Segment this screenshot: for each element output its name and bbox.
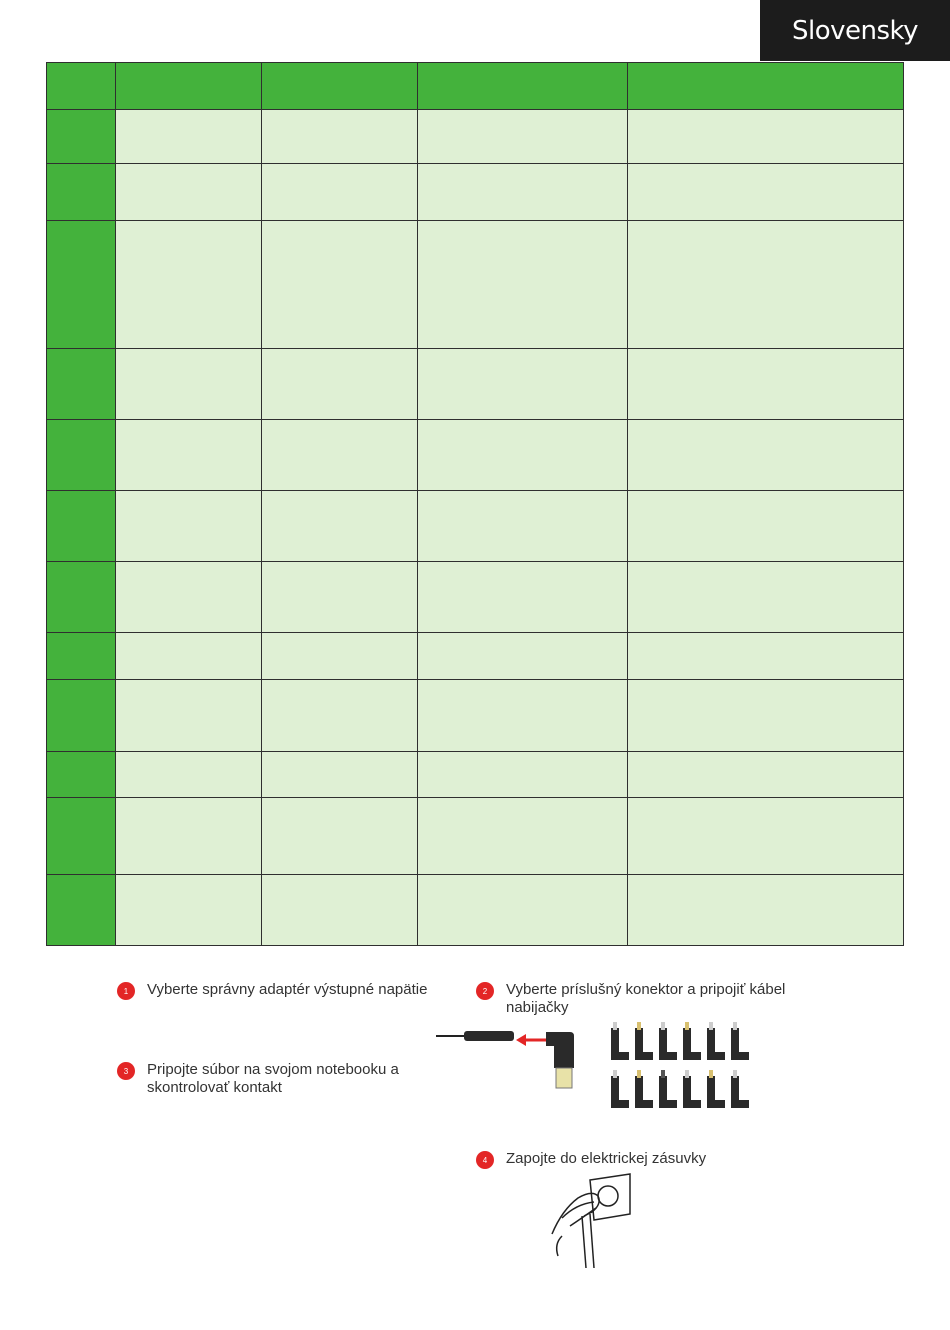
specification-table [46,62,904,946]
step-4 [476,1150,776,1169]
table-cell [47,680,116,752]
table-row [47,680,904,752]
table-row [47,798,904,875]
table-cell [116,349,262,420]
table-cell [116,221,262,349]
table-cell [418,798,628,875]
step-3 [117,1061,417,1097]
table-cell [47,420,116,491]
table-cell [628,633,904,680]
table-row [47,110,904,164]
step-text: Zapojte do elektrickej zásuvky [506,1150,707,1167]
table-cell [418,752,628,798]
table-cell [47,562,116,633]
table-cell [116,752,262,798]
table-cell [418,110,628,164]
table-row [47,221,904,349]
table-cell [628,752,904,798]
table-cell [47,349,116,420]
step-text: Vyberte príslušný konektor a pripojiť kábel nabijačky [506,981,786,1016]
table-cell [116,420,262,491]
table-row [47,420,904,491]
table-cell [628,420,904,491]
language-tab: Slovensky [760,0,950,61]
step-number-badge: 3 [117,1062,135,1080]
table-cell [47,110,116,164]
table-cell [628,875,904,946]
table-row [47,349,904,420]
connector-tips-icon [607,1020,757,1110]
table-row [47,164,904,221]
table-row [47,875,904,946]
table-cell [47,63,116,110]
table-cell [628,63,904,110]
table-cell [418,491,628,562]
table-cell [47,221,116,349]
cable-adapter-icon [434,1022,584,1094]
table-cell [262,875,418,946]
step-text: Pripojte súbor na svojom notebooku a skontrolovať kontakt [147,1061,399,1096]
table-cell [418,562,628,633]
table-cell [628,164,904,221]
table-cell [418,420,628,491]
table-cell [418,633,628,680]
table-cell [262,798,418,875]
table-cell [628,110,904,164]
table-cell [262,562,418,633]
table-cell [418,164,628,221]
table-cell [116,875,262,946]
table-cell [116,798,262,875]
step-1 [117,981,447,1000]
table-cell [47,164,116,221]
table-cell [116,562,262,633]
table-cell [418,680,628,752]
table-cell [262,752,418,798]
table-cell [262,420,418,491]
table-cell [47,875,116,946]
table-cell [262,680,418,752]
table-cell [262,110,418,164]
table-cell [628,221,904,349]
step-text: Vyberte správny adaptér výstupné napätie [147,981,428,998]
table-cell [47,752,116,798]
step-number-badge: 1 [117,982,135,1000]
table-row [47,491,904,562]
table-cell [628,798,904,875]
table-cell [628,562,904,633]
table-row [47,562,904,633]
step-2 [476,981,816,1017]
table-cell [116,633,262,680]
table-cell [116,164,262,221]
table-cell [47,633,116,680]
table-cell [418,63,628,110]
table-cell [116,110,262,164]
table-cell [628,680,904,752]
table-cell [418,349,628,420]
table-cell [262,164,418,221]
table-cell [116,680,262,752]
table-cell [418,875,628,946]
table-cell [262,221,418,349]
table-cell [418,221,628,349]
table-cell [262,491,418,562]
table-row [47,752,904,798]
table-cell [47,798,116,875]
table-header-row [47,63,904,110]
table-row [47,633,904,680]
table-cell [47,491,116,562]
table-cell [116,63,262,110]
table-cell [262,349,418,420]
step-number-badge: 2 [476,982,494,1000]
table-cell [628,491,904,562]
wall-socket-plug-icon [548,1172,638,1272]
step-number-badge: 4 [476,1151,494,1169]
table-cell [116,491,262,562]
table-cell [262,633,418,680]
table-cell [628,349,904,420]
table-cell [262,63,418,110]
